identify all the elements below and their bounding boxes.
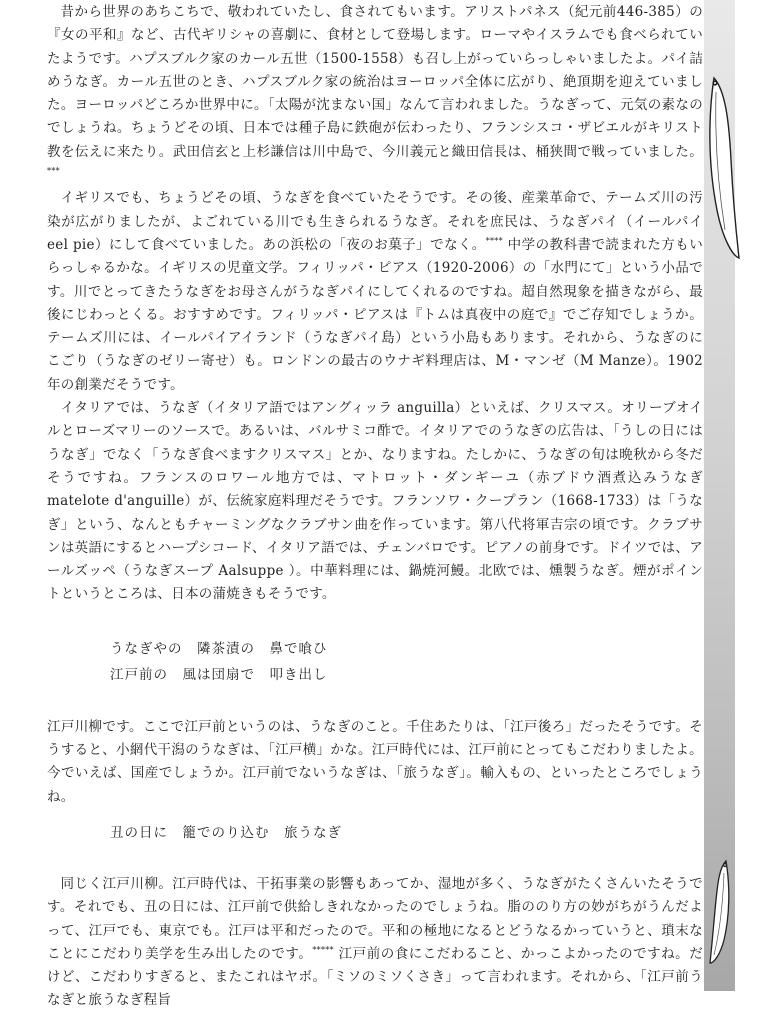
body-text [47,1,703,1013]
paragraph-text: 昔から世界のあちこちで、敬われていたし、食されてもいます。アリストパネス（紀元前446-385）の『女の平和』など、古代ギリシャの喜劇に、食材として登場します。ローマやイスラムでも食べられていたようです。ハプスブルク家のカール五世（1500-1558）も召し上がっていらっしゃいましたよ。パイ詰めうなぎ。カール五世のとき、ハプスブルク家の統治はヨーロッパ全体に広がり、絶頂期を迎えていました。ヨーロッパどころか世界中に。「太陽が沈まない国」なんて言われました。うなぎって、元気の素なのでしょうね。ちょうどその頃、日本では種子島に鉄砲が伝わったり、フランシスコ・ザビエルがキリスト教を伝えに来たり。武田信玄と上杉謙信は川中島で、今川義元と織田信長は、桶狭間で戦っていました。 [47,4,703,160]
paragraph-history [47,1,703,187]
eel-icon [703,70,743,260]
paragraph-italy [47,397,703,607]
paragraph-text-continued: 中学の教科書で読まれた方もいらっしゃるかな。イギリスの児童文学。フィリッパ・ピアス（1920-2006）の「水門にて」という小品です。川でとってきたうなぎをお母さんがうなぎパイにしてくれるのですね。超自然現象を描きながら、最後にじわっとくる。おすすめです。フィリッパ・ピアスは『トムは真夜中の庭で』でご存知でしょうか。テームズ川には、イールパイアイランド（うなぎパイ島）という小島もあります。それから、うなぎのにこごり（うなぎのゼリー寄せ）も。ロンドンの最古のウナギ料理店は、M・マンゼ（M Manze）。1902 年の創業だそうです。 [47,236,703,393]
footnote-marker: ***** [312,945,334,955]
paragraph-edo-senryu [47,873,703,1013]
senryu-line: 江戸前の 風は団扇で 叩き出し [110,666,328,683]
senryu-block-2 [110,820,703,846]
paragraph-text: イギリスでも、ちょうどその頃、うなぎを食べていたそうです。その後、産業革命で、テームズ川の汚染が広がりましたが、よごれている川でも生きられるうなぎ。それを庶民は、うなぎパイ（イールパイ eel pie）にして食べていました。あの浜松の「夜のお菓子」でなく。 [47,190,703,253]
footnote-marker: *** [47,166,60,176]
senryu-block-1 [110,636,703,688]
paragraph-england [47,187,703,397]
paragraph-text: イタリアでは、うなぎ（イタリア語ではアングィッラ anguilla）といえば、クリスマス。オリーブオイルとローズマリーのソースで。あるいは、バルサミコ酢で。イタリアでのうなぎの広告は、「うしの日にはうなぎ」でなく「うなぎ食べますクリスマス」とか、なりますね。たしかに、うなぎの旬は晩秋から冬だそうですね。フランスのロワール地方では、マトロット・ダンギーユ（赤ブドウ酒煮込みうなぎ matelote d'anguille）が、伝統家庭料理だそうです。フランソワ・クープラン（1668-1733）は「うなぎ」という、なんともチャーミングなクラブサン曲を作っています。第八代将軍吉宗の頃です。クラブサンは英語にするとハープシコード、イタリア語では、チェンバロです。ピアノの前身です。ドイツでは、アールズッペ（うなぎスープ Aalsuppe ）。中華料理には、鍋焼河鰻。北欧では、燻製うなぎ。煙がポイントというところは、日本の蒲焼きもそうです。 [47,400,703,603]
footnote-marker: **** [485,236,503,246]
paragraph-text: 同じく江戸川柳。江戸時代は、干拓事業の影響もあってか、湿地が多く、うなぎがたくさんいたそうです。それでも、丑の日には、江戸前で供給しきれなかったのでしょうね。脂ののり方の妙がちがうんだよって、江戸でも、東京でも。江戸は平和だったので。平和の極地になるとどうなるかっていうと、瑣末なことにこだわり美学を生み出したのです。 [47,875,703,962]
paragraph-text-continued: 江戸前の食にこだわること、かっこよかったのですね。だけど、こだわりすぎると、またこれはヤボ。「ミソのミソくさき」って言われます。それから、「江戸前うなぎと旅うなぎ程旨 [47,945,704,1009]
senryu-line: うなぎやの 隣茶漬の 鼻で喰ひ [110,640,328,657]
paragraph-edomae: 江戸川柳です。ここで江戸前というのは、うなぎのこと。千住あたりは、「江戸後ろ」だったそうです。そうすると、小網代干潟のうなぎは、「江戸横」かな。江戸時代には、江戸前にとってもこだわりましたよ。今でいえば、国産でしょうか。江戸前でないうなぎは、「旅うなぎ」。輸入もの、といったところでしょうね。 [47,718,703,805]
eel-icon [704,855,734,965]
senryu-line: 丑の日に 籠でのり込む 旅うなぎ [110,824,342,841]
